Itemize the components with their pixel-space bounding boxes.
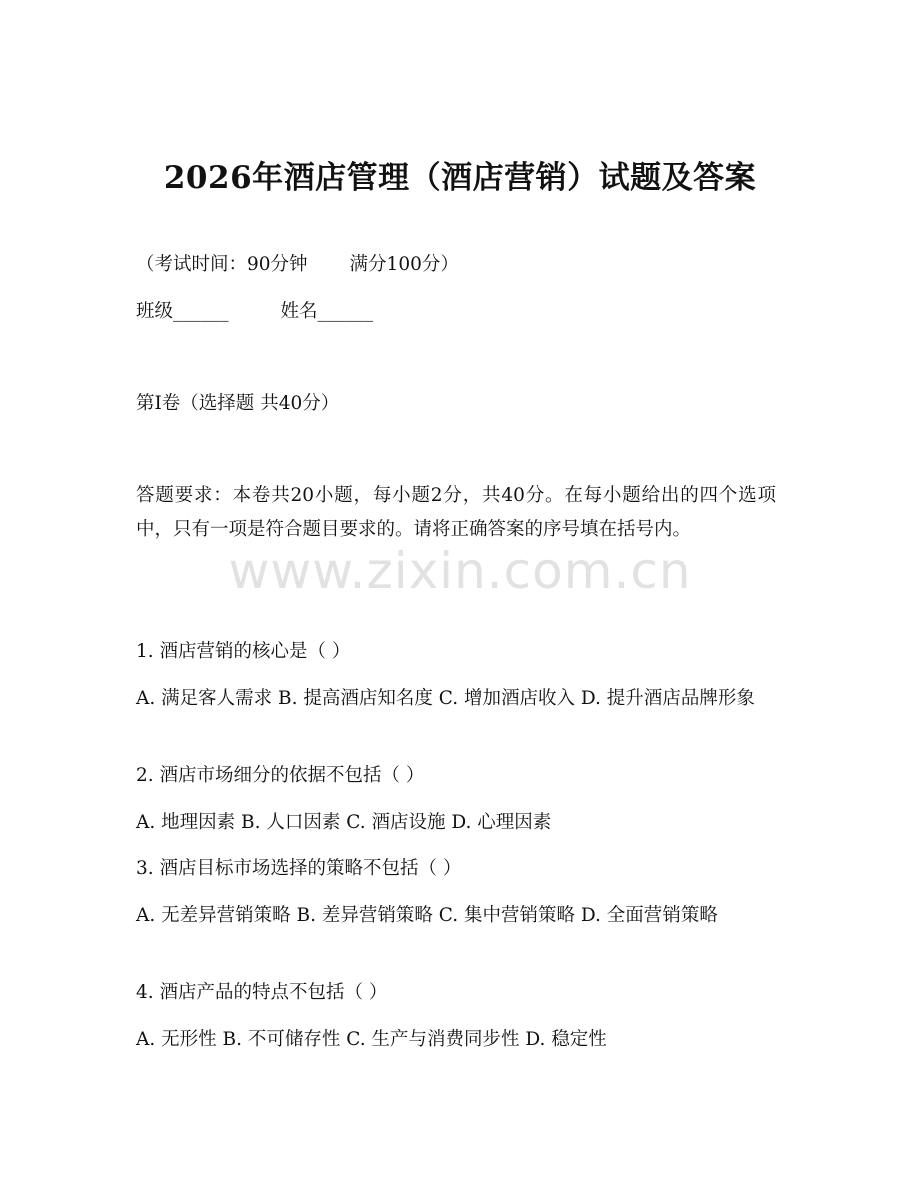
watermark: www.zixin.com.cn xyxy=(228,542,692,600)
class-field: 班级______ xyxy=(136,301,229,322)
instructions: 答题要求：本卷共20小题，每小题2分，共40分。在每小题给出的四个选项中，只有一项是符合题目要求的。请将正确答案的序号填在括号内。 xyxy=(136,485,776,540)
question-options-2: A. 地理因素 B. 人口因素 C. 酒店设施 D. 心理因素 xyxy=(136,812,552,833)
question-stem-1: 1. 酒店营销的核心是（ ） xyxy=(136,641,351,662)
exam-time: （考试时间：90分钟 xyxy=(136,254,308,275)
exam-score: 满分100分） xyxy=(349,254,459,275)
question-options-4: A. 无形性 B. 不可储存性 C. 生产与消费同步性 D. 稳定性 xyxy=(136,1029,607,1050)
question-stem-3: 3. 酒店目标市场选择的策略不包括（ ） xyxy=(136,858,462,879)
question-options-1: A. 满足客人需求 B. 提高酒店知名度 C. 增加酒店收入 D. 提升酒店品牌形象 xyxy=(136,688,755,709)
question-stem-4: 4. 酒店产品的特点不包括（ ） xyxy=(136,982,388,1003)
document-title: 2026年酒店管理（酒店营销）试题及答案 xyxy=(163,160,757,196)
question-stem-2: 2. 酒店市场细分的依据不包括（ ） xyxy=(136,765,425,786)
exam-info xyxy=(136,248,776,282)
name-field: 姓名______ xyxy=(280,301,374,322)
student-info xyxy=(136,295,776,329)
question-options-3: A. 无差异营销策略 B. 差异营销策略 C. 集中营销策略 D. 全面营销策略 xyxy=(136,905,718,926)
section-title: 第Ⅰ卷（选择题 共40分） xyxy=(136,393,340,414)
